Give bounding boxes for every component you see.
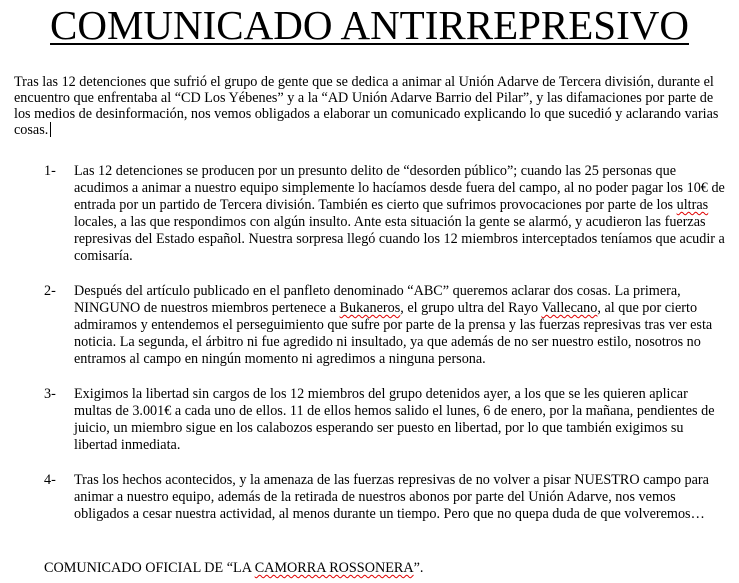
spellcheck-flagged-word[interactable]: ultras xyxy=(676,197,709,213)
list-item-text: Después del artículo publicado en el panfleto denominado “ABC” queremos aclarar dos cosas. La primera, NINGUNO de nuestros miembros pertenece a xyxy=(74,283,681,316)
list-item-number: 1- xyxy=(44,163,56,179)
list-item-text: Tras los hechos acontecidos, y la amenaza de las fuerzas represivas de no volver a pisar NUESTRO campo para animar a nuestro equipo, además de la retirada de nuestros abonos por parte del Unión Adarve, nos vemos obligados a cesar nuestra actividad, al menos durante un tiempo. Pero que no quepa duda de que volveremos… xyxy=(74,472,709,522)
list-item xyxy=(44,163,726,265)
list-item xyxy=(44,283,726,368)
list-item-text: Las 12 detenciones se producen por un presunto delito de “desorden público”; cuando las 25 personas que acudimos a animar a nuestro equipo simplemente lo hacíamos desde fuera del campo, al no poder pagar los 10€ de entrada por un partido de Tercera división. También es cierto que sufrimos provocaciones por parte de los xyxy=(74,163,725,213)
list-item-number: 2- xyxy=(44,283,56,299)
signature-line xyxy=(44,560,423,577)
list-item-text: , el grupo ultra del Rayo xyxy=(400,300,542,316)
spellcheck-flagged-word[interactable]: CAMORRA ROSSONERA xyxy=(254,560,414,576)
signature-text: COMUNICADO OFICIAL DE “LA xyxy=(44,560,255,576)
spellcheck-flagged-word[interactable]: Vallecano xyxy=(541,300,598,316)
list-item xyxy=(44,386,726,454)
list-item-text: Exigimos la libertad sin cargos de los 12 miembros del grupo detenidos ayer, a los que se les quieren aplicar multas de 3.001€ a cada uno de ellos. 11 de ellos hemos salido el lunes, 6 de enero, por la mañana, pendientes de juicio, un miembro sigue en los calabozos esperando ser puesto en libertad, por lo que también exigimos su libertad inmediata. xyxy=(74,386,715,453)
list-item-number: 3- xyxy=(44,386,56,402)
intro-text: Tras las 12 detenciones que sufrió el grupo de gente que se dedica a animar al Unión Adarve de Tercera división, durante el encuentro que enfrentaba al “CD Los Yébenes” y a la “AD Unión Adarve Barrio del Pilar”, y las difamaciones por parte de los medios de desinformación, nos vemos obligados a elaborar un comunicado explicando lo que sucedió y aclarando varias cosas. xyxy=(14,74,719,138)
numbered-list xyxy=(44,163,726,541)
spellcheck-flagged-word[interactable]: Bukaneros xyxy=(339,300,401,316)
list-item xyxy=(44,472,726,523)
signature-text: ”. xyxy=(413,560,424,576)
list-item-text: , al que por cierto admiramos y entendemos el perseguimiento que sufre por parte de la prensa y las fuerzas represivas tras ver esta noticia. La segunda, el árbitro ni fue agredido ni insultado, ya que además de no ser nuestro estilo, nosotros no entramos al campo en ningún momento ni agredimos a ninguna persona. xyxy=(74,300,713,367)
intro-paragraph[interactable] xyxy=(14,74,726,138)
list-item-number: 4- xyxy=(44,472,56,488)
document-title: COMUNICADO ANTIRREPRESIVO xyxy=(50,2,689,48)
list-item-text: locales, a las que respondimos con algún insulto. Ante esta situación la gente se alarmó, y acudieron las fuerzas represivas del Estado español. Nuestra sorpresa llegó cuando los 12 miembros interceptados teníamos que acudir a comisaría. xyxy=(74,214,725,264)
text-cursor xyxy=(50,122,51,137)
